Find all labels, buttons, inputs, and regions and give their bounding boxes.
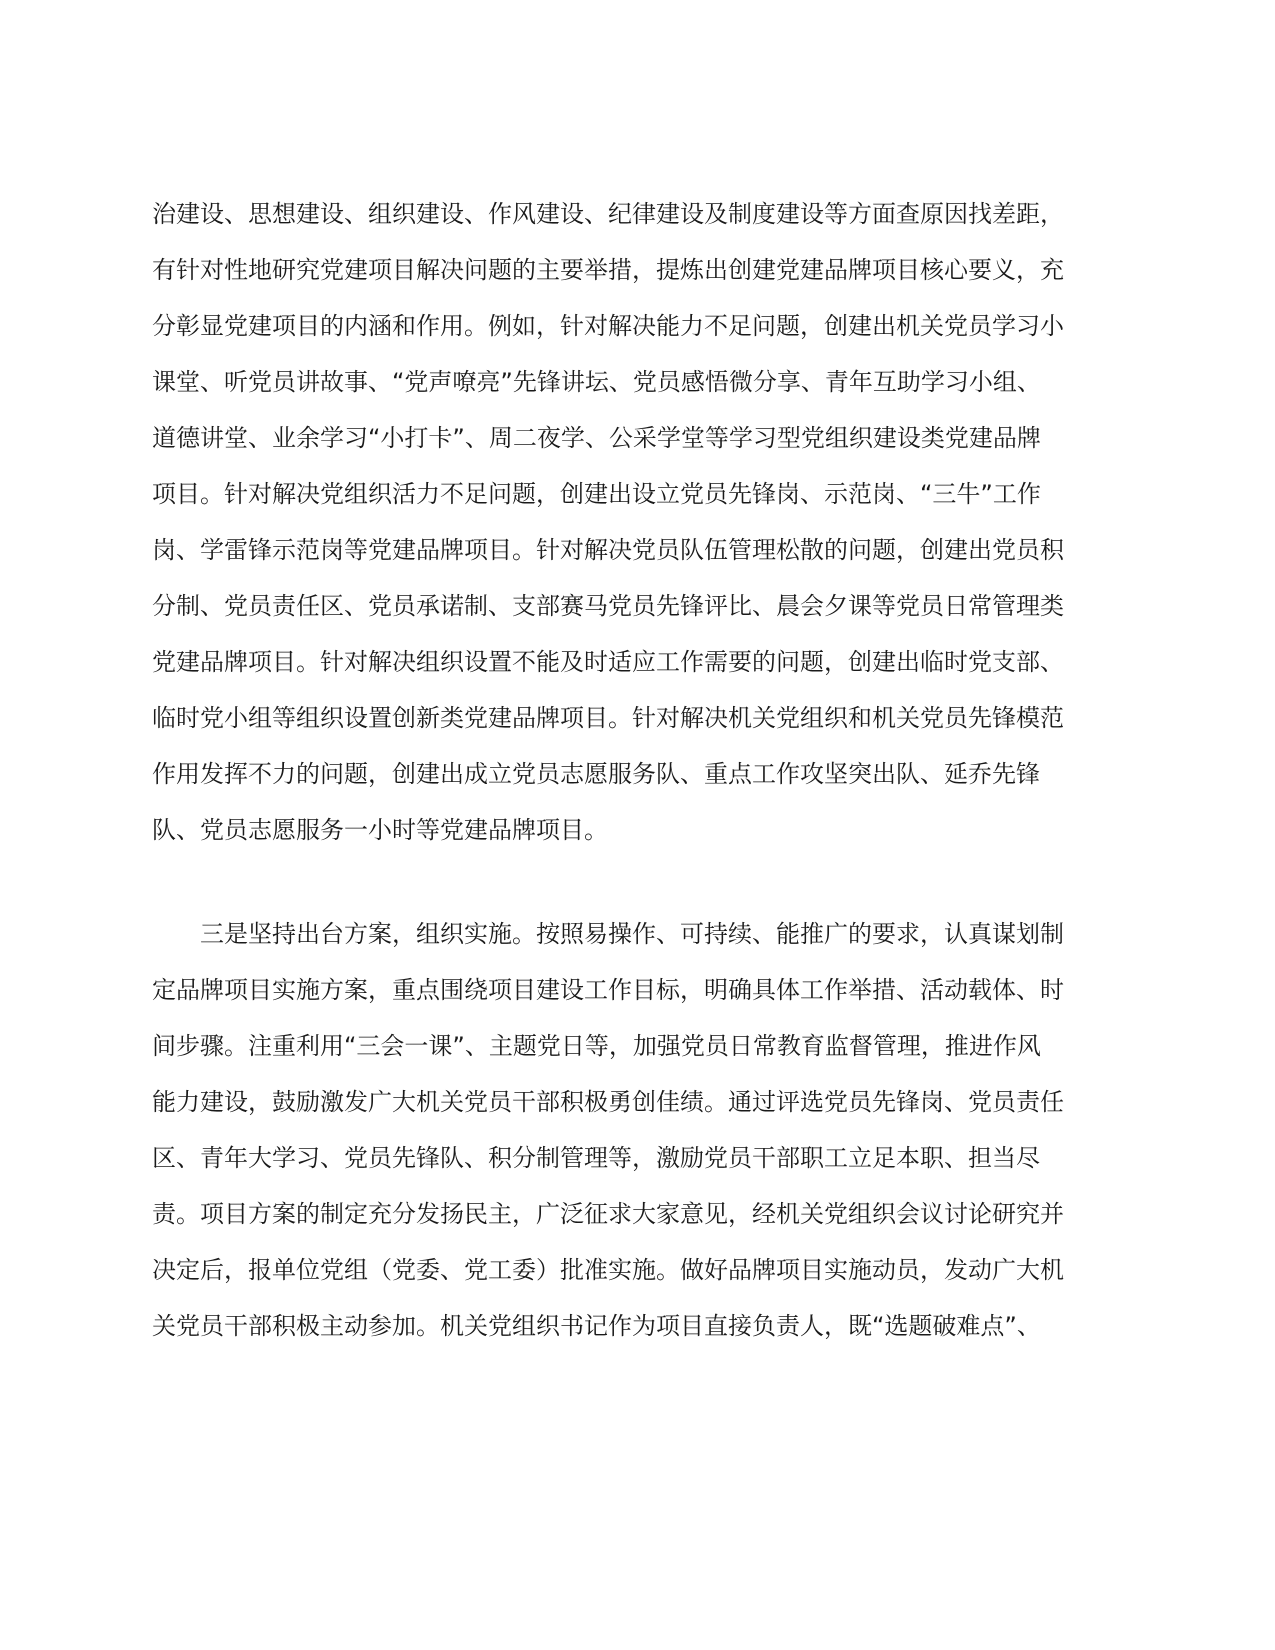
text-line-first: 三是坚持出台方案，组织实施。按照易操作、可持续、能推广的要求，认真谋划制: [200, 920, 1064, 948]
text-line: 岗、学雷锋示范岗等党建品牌项目。针对解决党员队伍管理松散的问题，创建出党员积: [152, 536, 1064, 564]
text-line: 定品牌项目实施方案，重点围绕项目建设工作目标，明确具体工作举措、活动载体、时: [152, 976, 1064, 1004]
text-line: 责。项目方案的制定充分发扬民主，广泛征求大家意见，经机关党组织会议讨论研究并: [152, 1200, 1064, 1228]
text-line: 分彰显党建项目的内涵和作用。例如，针对解决能力不足问题，创建出机关党员学习小: [152, 312, 1064, 340]
paragraph-point-three: [152, 906, 1112, 1354]
text-line: 有针对性地研究党建项目解决问题的主要举措，提炼出创建党建品牌项目核心要义，充: [152, 256, 1064, 284]
text-line: 临时党小组等组织设置创新类党建品牌项目。针对解决机关党组织和机关党员先锋模范: [152, 704, 1064, 732]
text-line: 道德讲堂、业余学习“小打卡”、周二夜学、公采学堂等学习型党组织建设类党建品牌: [152, 424, 1041, 452]
text-line: 关党员干部积极主动参加。机关党组织书记作为项目直接负责人，既“选题破难点”、: [152, 1312, 1041, 1340]
text-line: 决定后，报单位党组（党委、党工委）批准实施。做好品牌项目实施动员，发动广大机: [152, 1256, 1064, 1284]
text-line: 间步骤。注重利用“三会一课”、主题党日等，加强党员日常教育监督管理，推进作风: [152, 1032, 1041, 1060]
text-line: 队、党员志愿服务一小时等党建品牌项目。: [152, 816, 608, 844]
text-line: 治建设、思想建设、组织建设、作风建设、纪律建设及制度建设等方面查原因找差距，: [152, 200, 1064, 228]
text-line: 党建品牌项目。针对解决组织设置不能及时适应工作需要的问题，创建出临时党支部、: [152, 648, 1064, 676]
text-line: 项目。针对解决党组织活力不足问题，创建出设立党员先锋岗、示范岗、“三牛”工作: [152, 480, 1041, 508]
text-line: 分制、党员责任区、党员承诺制、支部赛马党员先锋评比、晨会夕课等党员日常管理类: [152, 592, 1064, 620]
text-line: 能力建设，鼓励激发广大机关党员干部积极勇创佳绩。通过评选党员先锋岗、党员责任: [152, 1088, 1064, 1116]
text-line: 作用发挥不力的问题，创建出成立党员志愿服务队、重点工作攻坚突出队、延乔先锋: [152, 760, 1040, 788]
paragraph-continued: [152, 186, 1112, 858]
text-line: 课堂、听党员讲故事、“党声嘹亮”先锋讲坛、党员感悟微分享、青年互助学习小组、: [152, 368, 1041, 396]
text-line: 区、青年大学习、党员先锋队、积分制管理等，激励党员干部职工立足本职、担当尽: [152, 1144, 1040, 1172]
